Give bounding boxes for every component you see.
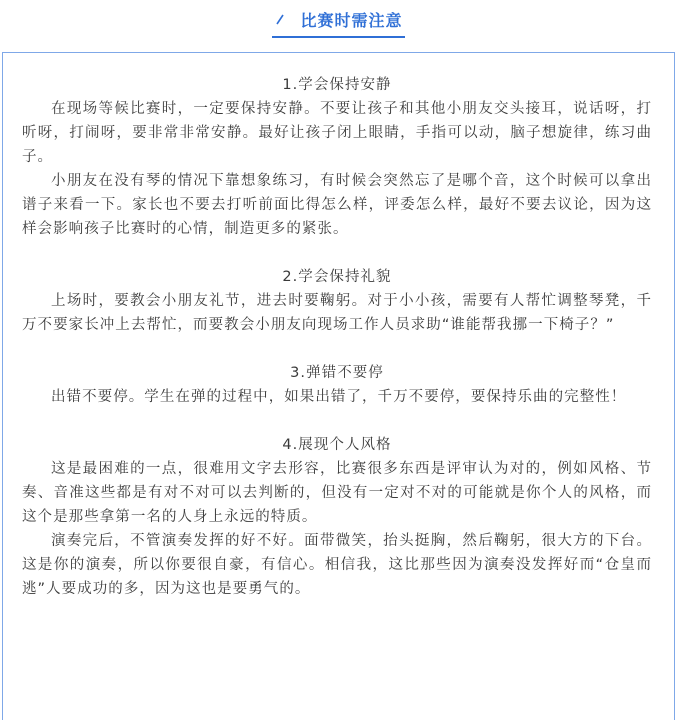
- paragraph: 演奏完后，不管演奏发挥的好不好。面带微笑，抬头挺胸，然后鞠躬，很大方的下台。这是你的演奏，所以你要很自豪，有信心。相信我，这比那些因为演奏没发挥好而“仓皇而逃”人要成功的多，因为这也是要勇气的。: [22, 533, 652, 597]
- section-title: 2.学会保持礼貌: [282, 269, 392, 285]
- section-title: 1.学会保持安静: [282, 77, 392, 93]
- section-title: 3.弹错不要停: [290, 365, 384, 381]
- paragraph: 在现场等候比赛时，一定要保持安静。不要让孩子和其他小朋友交头接耳，说话呀，打听呀，打闹呀，要非常非常安静。最好让孩子闭上眼睛，手指可以动，脑子想旋律，练习曲子。: [22, 101, 652, 165]
- page-title: 比赛时需注意: [300, 10, 403, 30]
- paragraph: 出错不要停。学生在弹的过程中，如果出错了，千万不要停，要保持乐曲的完整性！: [51, 389, 627, 405]
- paragraph: 这是最困难的一点，很难用文字去形容，比赛很多东西是评审认为对的，例如风格、节奏、音准这些都是有对不对可以去判断的，但没有一定对不对的可能就是你个人的风格，而这个是那些拿第一名的人身上永远的特质。: [22, 461, 652, 525]
- section-title: 4.展现个人风格: [282, 437, 392, 453]
- paragraph: 上场时，要教会小朋友礼节，进去时要鞠躬。对于小小孩，需要有人帮忙调整琴凳，千万不要家长冲上去帮忙，而要教会小朋友向现场工作人员求助“谁能帮我挪一下椅子？”: [22, 293, 652, 333]
- article-body: [22, 73, 652, 601]
- slash-mark-icon: [272, 11, 288, 27]
- header-underline: [272, 8, 404, 38]
- content-box: [2, 52, 675, 720]
- paragraph: 小朋友在没有琴的情况下靠想象练习，有时候会突然忘了是哪个音，这个时候可以拿出谱子来看一下。家长也不要去打听前面比得怎么样，评委怎么样，最好不要去议论，因为这样会影响孩子比赛时的心情，制造更多的紧张。: [22, 173, 652, 237]
- header: [0, 8, 677, 44]
